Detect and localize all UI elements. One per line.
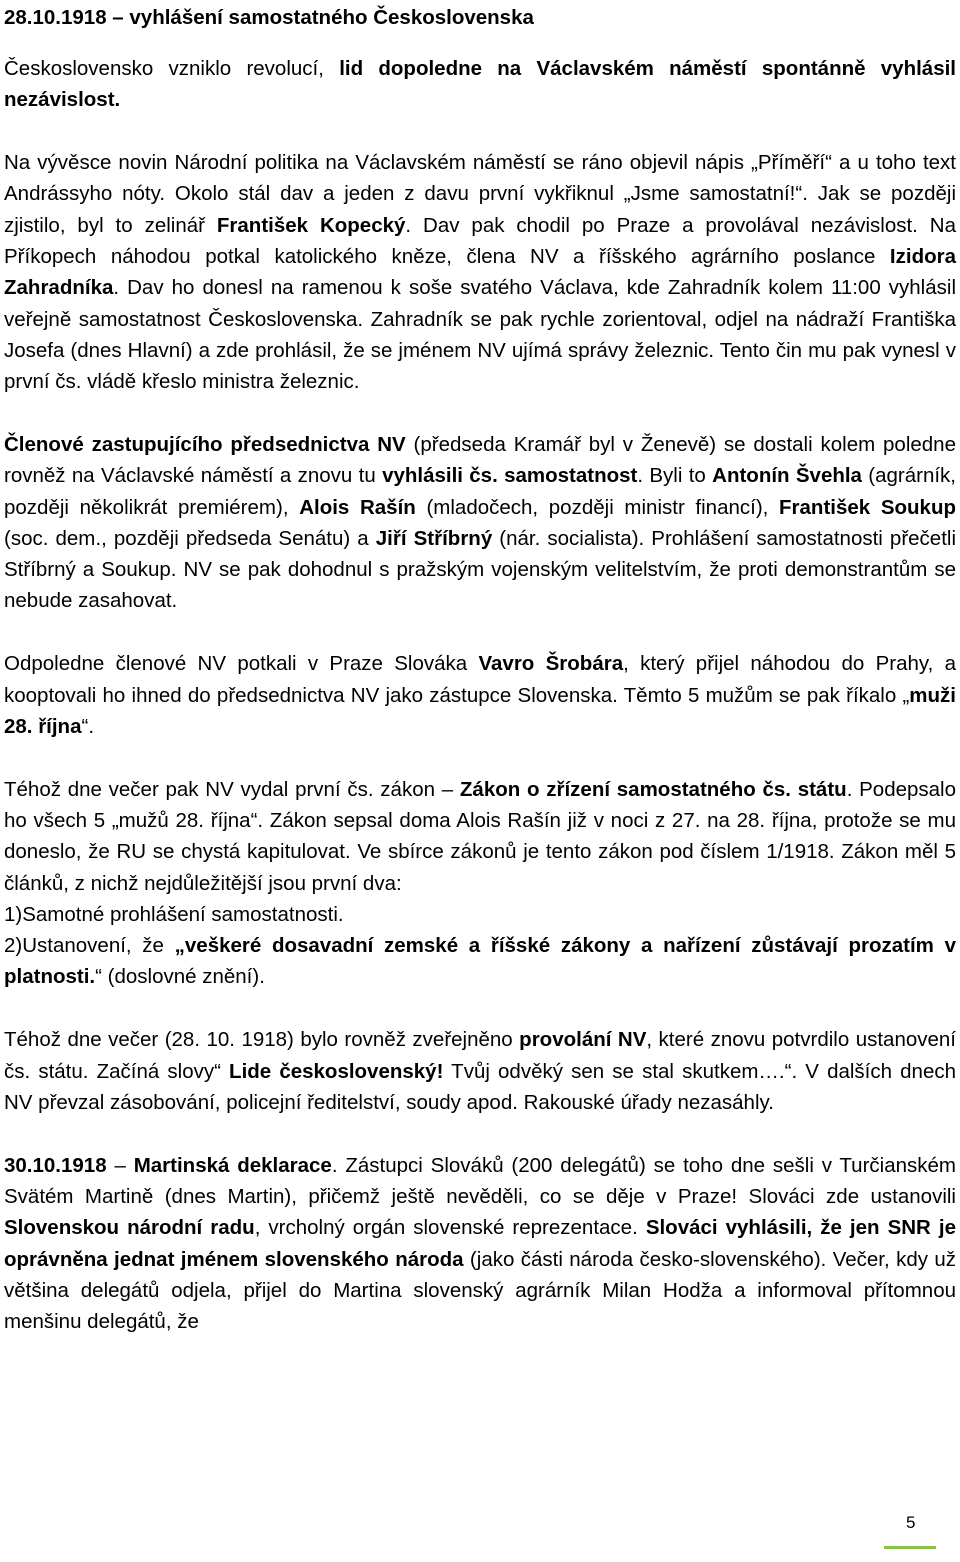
bold-text: Izidora Zahradníka: [4, 244, 956, 300]
text: . Zástupci Slováků (200 delegátů) se toho dne sešli v Turčianském Svätém Martině (dnes Martin), přičemž ještě nevěděli, co se děje v Praze! Slováci zde ustanovili: [4, 1153, 956, 1208]
paragraph-5: [4, 774, 956, 993]
bold-text: Martinská deklarace: [133, 1153, 332, 1177]
text: Tvůj odvěký sen se stal skutkem….“. V dalších dnech NV převzal zásobování, policejní ředitelství, soudy apod. Rakouské úřady nezasáhly.: [4, 1059, 956, 1114]
bold-text: provolání NV: [519, 1028, 647, 1052]
page-number: 5: [906, 1513, 916, 1532]
bold-text: muži 28. října: [4, 683, 956, 738]
text: . Byli to: [637, 464, 713, 488]
text: , vrcholný orgán slovenské reprezentace.: [254, 1216, 646, 1240]
bold-text: Slovenskou národní radu: [4, 1216, 255, 1240]
bold-text: František Soukup: [779, 495, 956, 519]
bold-text: Členové zastupujícího předsednictva NV: [4, 432, 406, 456]
heading-date: 28.10.1918: [4, 6, 107, 29]
text: Téhož dne večer pak NV vydal první čs. zákon –: [4, 777, 460, 801]
paragraph-3: [4, 429, 956, 617]
bold-text: František Kopecký: [216, 213, 406, 237]
text: (agrárník, později několikrát premiérem),: [4, 464, 957, 519]
bold-text: lid dopoledne na Václavském náměstí spontánně vyhlásil nezávislost.: [4, 57, 956, 112]
bold-text: 30.10.1918: [4, 1153, 107, 1177]
text: (nár. socialista). Prohlášení samostatnosti přečetli Stříbrný a Soukup. NV se pak dohodnul s pražským vojenským velitelstvím, že proti demonstrantům se nebude zasahovat.: [4, 526, 957, 613]
paragraph-2: [4, 147, 956, 397]
bold-text: Alois Rašín: [299, 495, 416, 519]
bold-text: Jiří Stříbrný: [375, 526, 493, 550]
paragraph-4: [4, 648, 956, 742]
text: . Dav pak chodil po Praze a provolával nezávislost. Na Příkopech náhodou potkal katolického kněze, člena NV a říšského agrárního poslance: [4, 213, 956, 268]
text: –: [106, 1153, 134, 1177]
text: “ (doslovné znění).: [95, 965, 265, 989]
bold-text: Vavro Šrobára: [478, 652, 624, 676]
bold-text: „veškeré dosavadní zemské a říšské zákony a nařízení zůstávají prozatím v platnosti.: [4, 934, 956, 989]
text: Odpoledne členové NV potkali v Praze Slováka: [4, 652, 479, 676]
bold-text: Lide československý!: [229, 1059, 444, 1083]
text: “.: [81, 714, 95, 738]
text: . Dav ho donesl na ramenou k soše svatého Václava, kde Zahradník kolem 11:00 vyhlásil veřejně samostatnost Československa. Zahradník se pak rychle zorientoval, odjel na nádraží Františka Josefa (dnes Hlavní) a zde prohlásil, že se jménem NV ujímá správy železnic. Tento čin mu pak vynesl v první čs. vládě křeslo ministra železnic.: [4, 276, 956, 394]
page-number-underline: [884, 1546, 936, 1549]
text: Československo vzniklo revolucí,: [4, 57, 324, 80]
bold-text: vyhlásili čs. samostatnost: [382, 464, 638, 488]
text: . Podepsalo ho všech 5 „mužů 28. října“. Zákon sepsal doma Alois Rašín již v noci z 27. na 28. října, protože se mu doneslo, že RU se chystá kapitulovat. Ve sbírce zákonů je tento zákon pod číslem 1/1918. Zákon měl 5 článků, z nichž nejdůležitější jsou první dva:: [4, 777, 956, 895]
text: (předseda Kramář byl v Ženevě) se dostali kolem poledne rovněž na Václavské náměstí a znovu tu: [4, 432, 956, 488]
text: , který přijel náhodou do Prahy, a kooptovali ho ihned do předsednictva NV jako zástupce Slovenska. Těmto 5 mužům se pak říkalo „: [4, 652, 957, 707]
list-item-1: 1)Samotné prohlášení samostatnosti.: [4, 902, 344, 926]
bold-text: Slováci vyhlásili, že jen SNR je oprávněna jednat jménem slovenského národa: [4, 1216, 956, 1271]
paragraph-1: [4, 53, 956, 116]
section-heading: [4, 2, 956, 34]
text: Na vývěsce novin Národní politika na Václavském náměstí se ráno objevil nápis „Příměří“ a u toho text Andrássyho nóty. Okolo stál dav a jeden z davu první vykřiknul „Jsme samostatní!“. Jak se později zjistilo, byl to zelinář: [4, 151, 956, 237]
text: Téhož dne večer (28. 10. 1918) bylo rovněž zveřejněno: [4, 1028, 520, 1052]
heading-title: – vyhlášení samostatného Československa: [106, 6, 534, 29]
paragraph-6: [4, 1024, 956, 1118]
bold-text: Antonín Švehla: [712, 464, 862, 488]
document-page: [4, 0, 956, 1337]
bold-text: Zákon o zřízení samostatného čs. státu: [459, 777, 847, 801]
text: (mladočech, později ministr financí),: [415, 495, 780, 519]
text: , které znovu potvrdilo ustanovení čs. státu. Začíná slovy“: [4, 1028, 956, 1083]
list-item-2: 2)Ustanovení, že: [4, 934, 175, 958]
paragraph-7: [4, 1150, 956, 1338]
text: (soc. dem., později předseda Senátu) a: [4, 526, 376, 550]
text: (jako části národa česko-slovenského). Večer, kdy už většina delegátů odjela, přijel do Martina slovenský agrárník Milan Hodža a informoval přítomnou menšinu delegátů, že: [4, 1247, 957, 1334]
